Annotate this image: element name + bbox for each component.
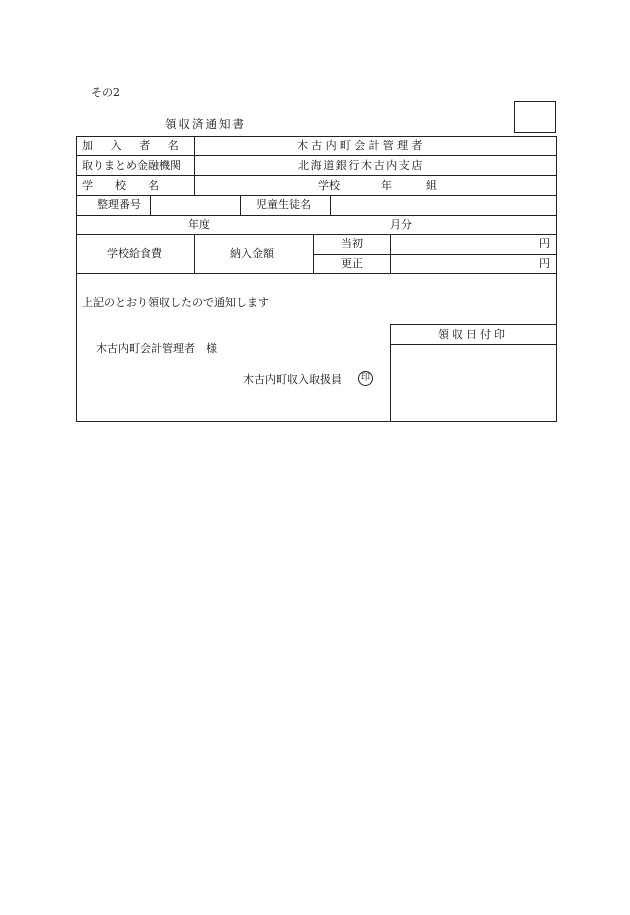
school-suffix: 学校 bbox=[318, 179, 340, 192]
id-field[interactable] bbox=[151, 196, 240, 215]
fiscal-year-label: 年度 bbox=[188, 218, 210, 231]
issuer: 木古内町収入取扱員 bbox=[243, 373, 342, 386]
id-label: 整理番号 bbox=[97, 198, 141, 211]
document-title: 領収済通知書 bbox=[165, 117, 246, 131]
subscriber-label: 加 入 者 名 bbox=[82, 139, 183, 152]
class-label: 組 bbox=[426, 179, 437, 192]
fee-item-label: 学校給食費 bbox=[107, 247, 162, 260]
bank-label: 取りまとめ金融機関 bbox=[82, 159, 181, 172]
student-label: 児童生徒名 bbox=[256, 198, 311, 211]
bank-value: 北海道銀行木古内支店 bbox=[298, 159, 424, 172]
year-label: 年 bbox=[381, 179, 392, 192]
school-label: 学 校 名 bbox=[82, 179, 159, 192]
stamp-box bbox=[514, 101, 556, 133]
amount-label: 納入金額 bbox=[230, 247, 274, 260]
notice-text: 上記のとおり領収したので通知します bbox=[82, 296, 269, 309]
initial-label: 当初 bbox=[341, 237, 363, 250]
addressee: 木古内町会計管理者 様 bbox=[96, 342, 217, 355]
page-label: その2 bbox=[91, 86, 120, 99]
seal-icon: 印 bbox=[358, 371, 373, 386]
revised-label: 更正 bbox=[341, 257, 363, 270]
receipt-date-label: 領収日付印 bbox=[438, 328, 508, 341]
subscriber-value: 木古内町会計管理者 bbox=[297, 139, 426, 152]
month-label: 月分 bbox=[390, 218, 412, 231]
initial-yen: 円 bbox=[539, 237, 550, 250]
revised-yen: 円 bbox=[539, 257, 550, 270]
student-field[interactable] bbox=[331, 196, 556, 215]
